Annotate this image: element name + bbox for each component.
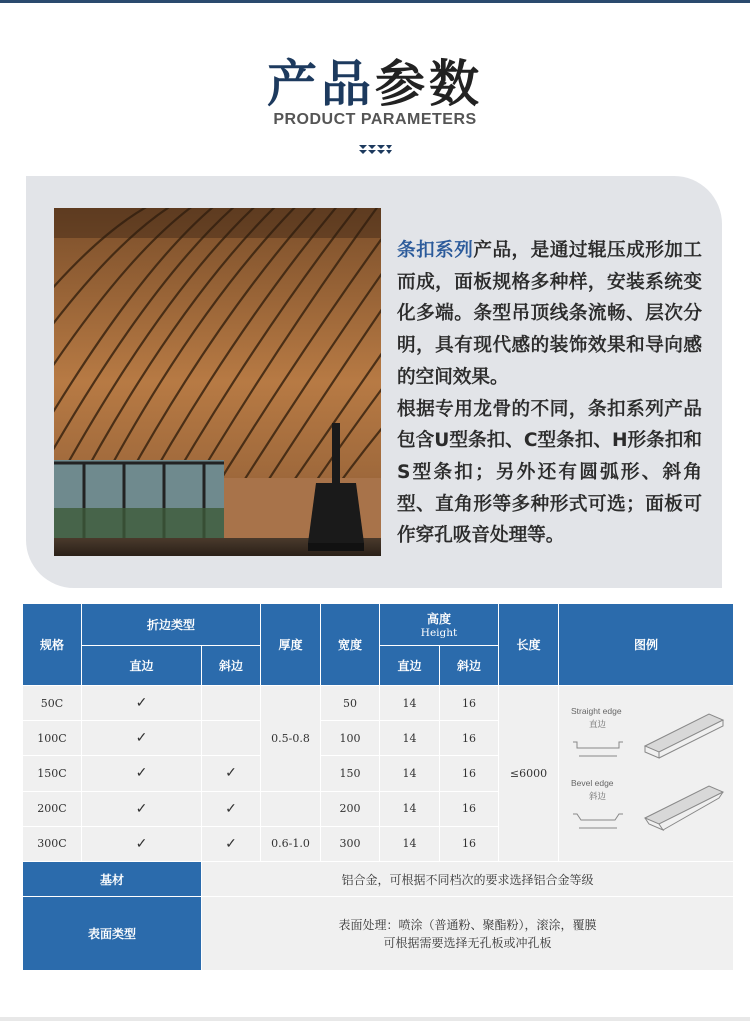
- cell-height-bevel: 16: [440, 756, 498, 790]
- header-edge-type: 折边类型: [82, 604, 260, 645]
- cell-width: 100: [321, 721, 379, 755]
- cell-height-straight: 14: [380, 721, 439, 755]
- surface-line-1: 表面处理：喷涂（普通粉、聚酯粉），滚涂，覆膜: [338, 917, 597, 932]
- cell-height-bevel: 16: [440, 792, 498, 826]
- table-row: [23, 686, 733, 720]
- page-title: 产品参数: [267, 55, 483, 113]
- cell-spec: 200C: [23, 792, 81, 826]
- product-photo: [54, 208, 381, 556]
- top-rule: [0, 0, 750, 3]
- cell-height-bevel: 16: [440, 721, 498, 755]
- bottom-rule: [0, 1017, 750, 1021]
- header-width: 宽度: [321, 604, 379, 685]
- cell-bevel: [202, 721, 260, 755]
- legend-bevel-en: Bevel edge: [571, 778, 614, 788]
- cell-height-straight: 14: [380, 756, 439, 790]
- cell-length: ≤6000: [499, 686, 558, 861]
- check-icon: ✓: [82, 686, 201, 720]
- intro-description: [397, 235, 702, 552]
- legend-bevel-cn: 斜边: [589, 792, 607, 802]
- cell-height-bevel: 16: [440, 827, 498, 861]
- cell-height-straight: 14: [380, 827, 439, 861]
- intro-paragraph-2: 根据专用龙骨的不同，条扣系列产品包含U型条扣、C型条扣、H形条扣和S型条扣；另外还有圆弧形、斜角型、直角形等多种形式可选；面板可作穿孔吸音处理等。: [397, 398, 702, 547]
- check-icon: ✓: [82, 721, 201, 755]
- cell-height-bevel: 16: [440, 686, 498, 720]
- spec-table: [22, 603, 734, 971]
- header-height-bevel: 斜边: [440, 646, 498, 685]
- cell-thickness: 0.6-1.0: [261, 827, 320, 861]
- check-icon: ✓: [82, 756, 201, 790]
- cell-thickness-empty: [261, 792, 320, 826]
- surface-row: [23, 897, 733, 970]
- cell-spec: 50C: [23, 686, 81, 720]
- intro-highlight: 条扣系列: [397, 240, 474, 261]
- surface-line-2: 可根据需要选择无孔板或冲孔板: [383, 935, 552, 950]
- intro-paragraph-1: 条扣系列产品，是通过辊压成形加工而成，面板规格多种样，安装系统变化多端。条型吊顶线条流畅、层次分明，具有现代感的装饰效果和导向感的空间效果。: [397, 240, 702, 388]
- header-bevel-edge: 斜边: [202, 646, 260, 685]
- cell-spec: 150C: [23, 756, 81, 790]
- surface-label: 表面类型: [23, 897, 201, 970]
- header-spec: 规格: [23, 604, 81, 685]
- header-height-straight: 直边: [380, 646, 439, 685]
- cell-width: 50: [321, 686, 379, 720]
- check-icon: ✓: [82, 792, 201, 826]
- header-legend: 图例: [559, 604, 733, 685]
- cell-width: 300: [321, 827, 379, 861]
- header-straight-edge: 直边: [82, 646, 201, 685]
- cell-spec: 300C: [23, 827, 81, 861]
- material-value: 铝合金，可根据不同档次的要求选择铝合金等级: [202, 862, 733, 896]
- header-length: 长度: [499, 604, 558, 685]
- material-row: [23, 862, 733, 896]
- legend-straight-en: Straight edge: [571, 706, 622, 716]
- legend-straight-cn: 直边: [589, 720, 607, 730]
- header-thickness: 厚度: [261, 604, 320, 685]
- page-subtitle: PRODUCT PARAMETERS: [273, 111, 477, 128]
- legend-diagram: [559, 686, 733, 861]
- cell-bevel: [202, 686, 260, 720]
- check-icon: ✓: [202, 756, 260, 790]
- chevron-down-icon: [358, 143, 392, 155]
- cell-width: 200: [321, 792, 379, 826]
- cell-spec: 100C: [23, 721, 81, 755]
- check-icon: ✓: [202, 792, 260, 826]
- cell-width: 150: [321, 756, 379, 790]
- cell-height-straight: 14: [380, 792, 439, 826]
- material-label: 基材: [23, 862, 201, 896]
- cell-height-straight: 14: [380, 686, 439, 720]
- check-icon: ✓: [202, 827, 260, 861]
- check-icon: ✓: [82, 827, 201, 861]
- header-height: 高度 Height: [380, 604, 498, 645]
- cell-thickness: 0.5-0.8: [261, 686, 320, 791]
- surface-value: [202, 897, 733, 970]
